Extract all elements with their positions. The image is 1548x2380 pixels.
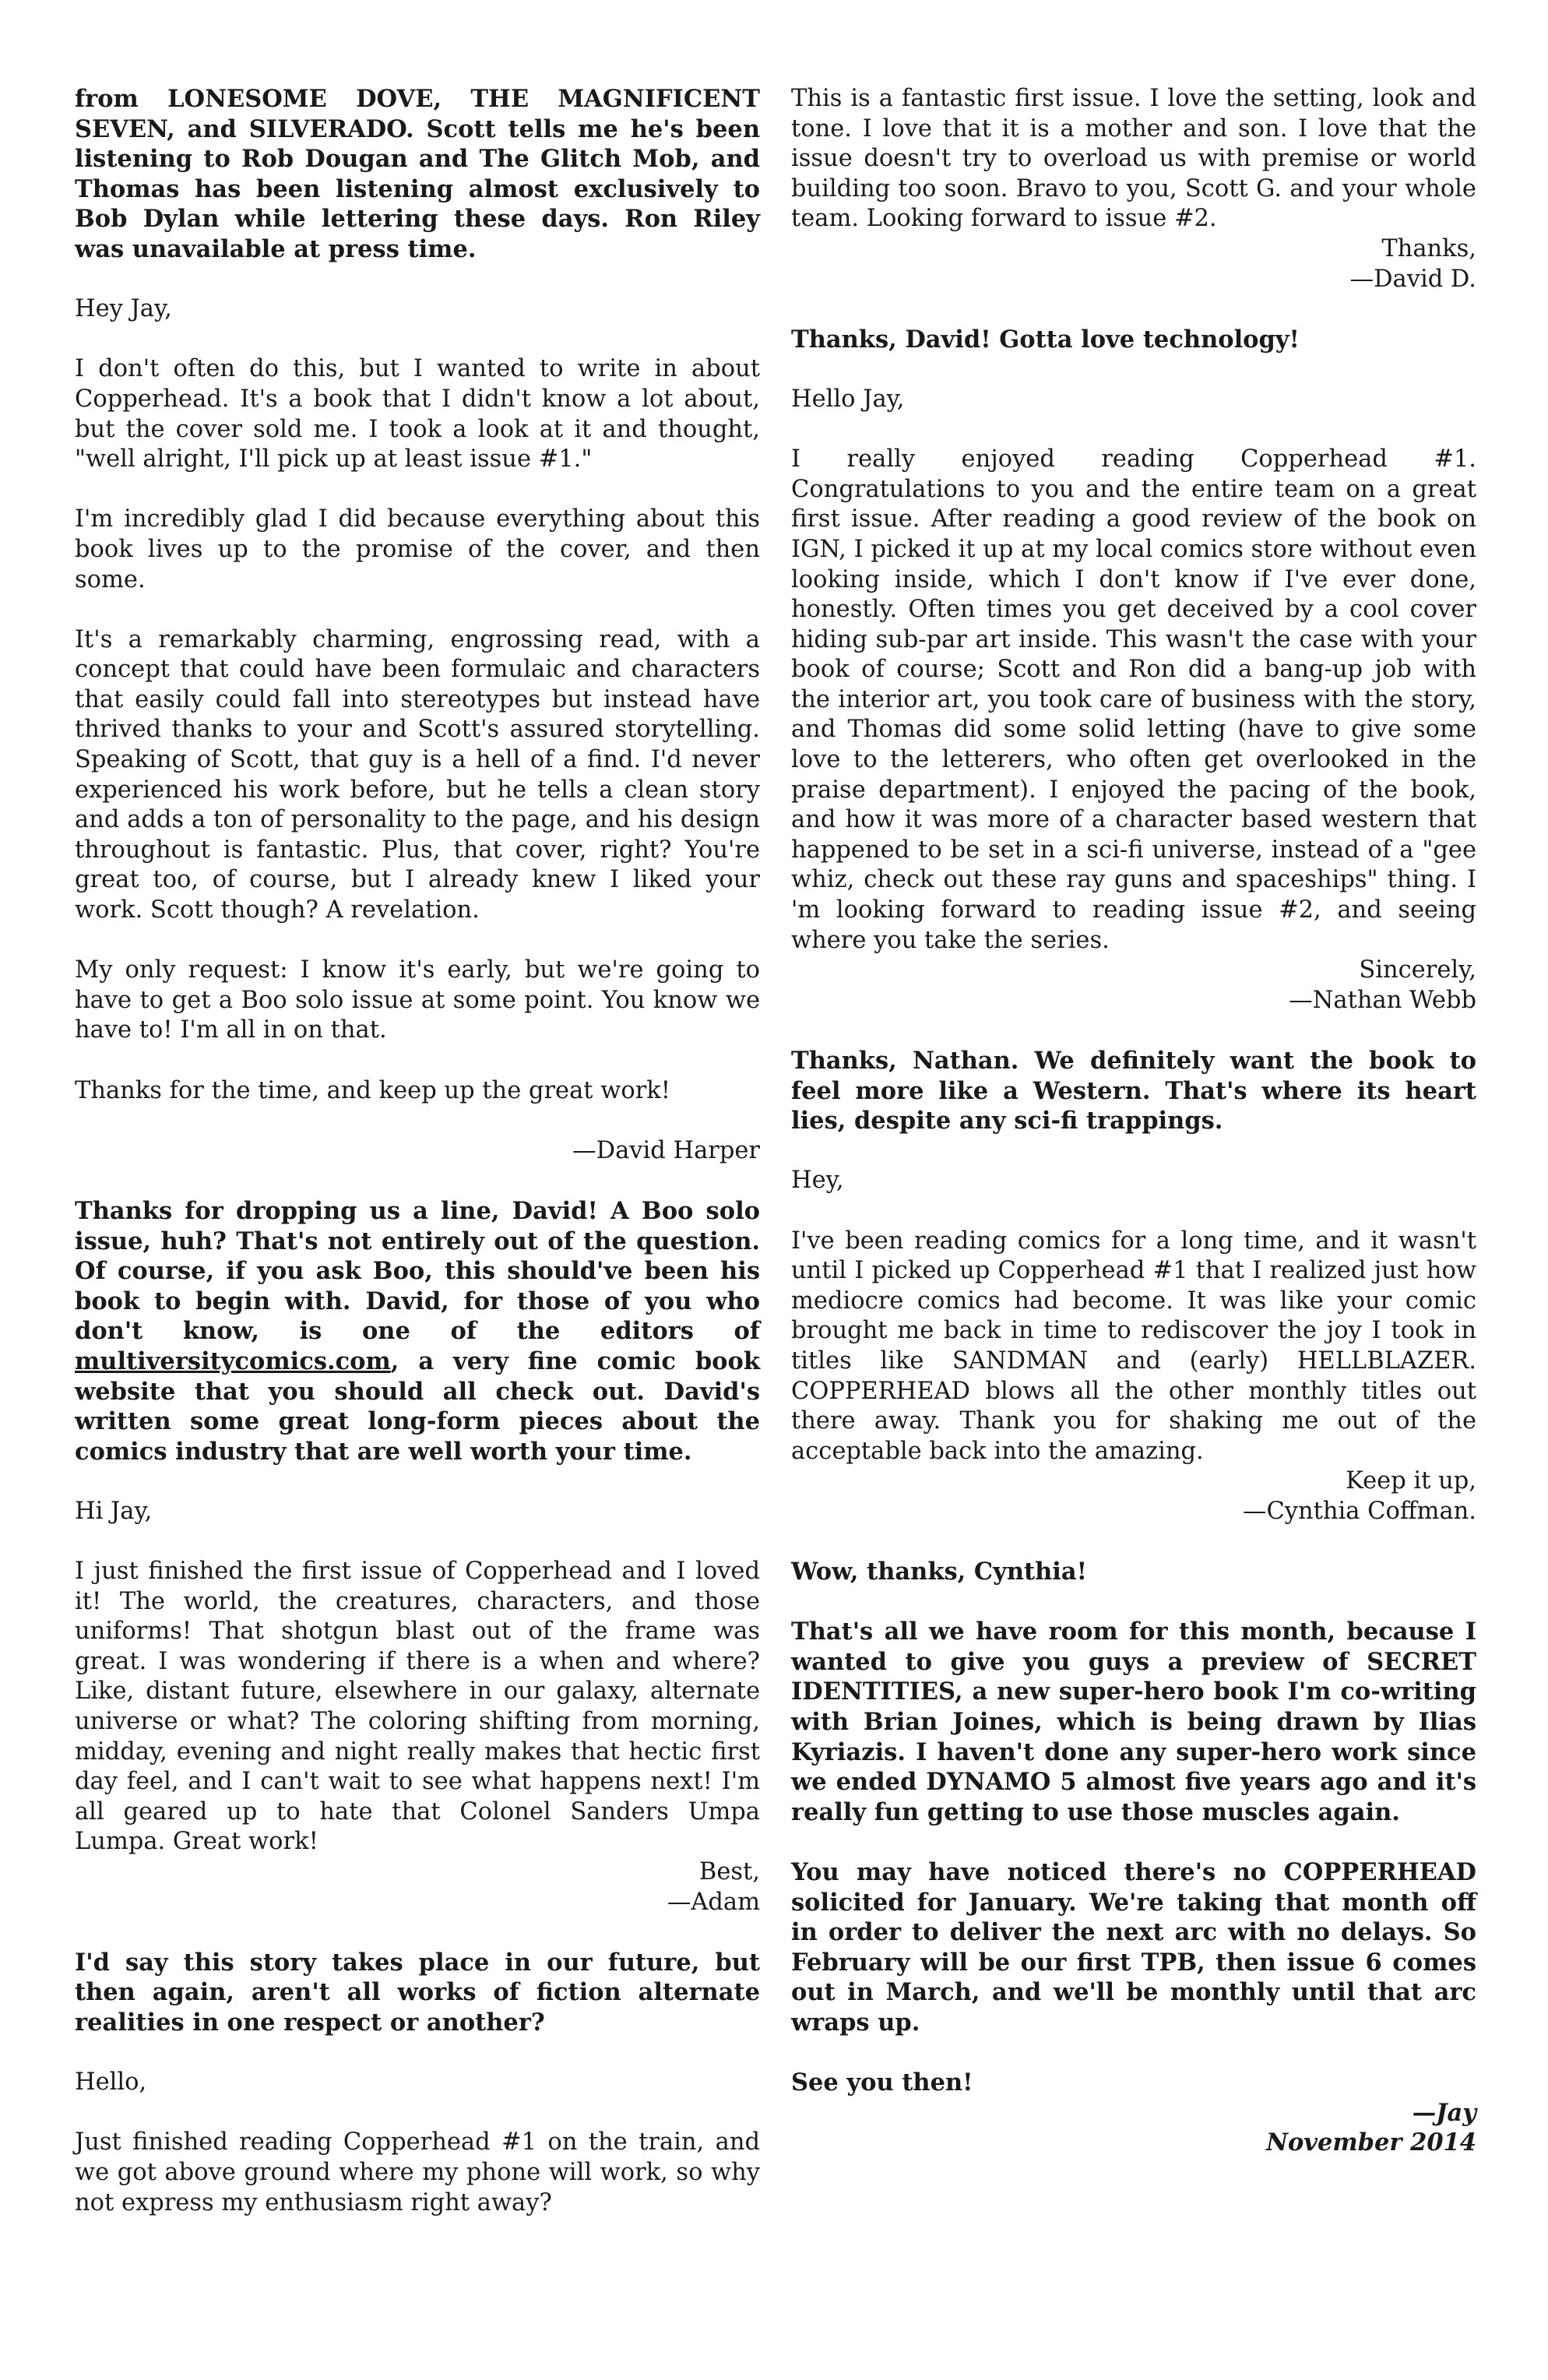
editor-note: That's all we have room for this month, because I wanted to give you guys a preview of SECRET IDENTITIES, a new super-hero book I'm co-writing with Brian Joines, which is being drawn by Ilias Kyriazis. I haven't done any super-hero work since we ended DYNAMO 5 almost five years ago and it's really fun getting to use those muscles again.: [791, 1618, 1476, 1826]
editor-reply: Wow, thanks, Cynthia!: [791, 1558, 1088, 1586]
letter-paragraph: I've been reading comics for a long time, and it wasn't until I picked up Copperhead #1 that I realized just how mediocre comics had become. It was like your comic brought me back in time to rediscover the joy I took in titles like SANDMAN and (early) HELLBLAZER. COPPERHEAD blows all the other monthly titles out there away. Thank you for shaking me out of the acceptable back into the amazing.: [791, 1227, 1476, 1465]
editor-reply: Thanks, Nathan. We definitely want the book to feel more like a Western. That's where its heart lies, despite any sci-fi trappings.: [791, 1047, 1476, 1135]
editor-reply: Thanks, David! Gotta love technology!: [791, 325, 1300, 354]
letter-greeting: Hi Jay,: [75, 1497, 153, 1525]
website-link[interactable]: multiversitycomics.com: [75, 1347, 391, 1375]
letter-closing: Keep it up,: [1346, 1467, 1476, 1495]
left-column: [75, 84, 760, 2218]
letter-signature: —Adam: [667, 1888, 760, 1916]
letter-closing: Best,: [698, 1858, 760, 1886]
letter-closing: Thanks,: [1381, 234, 1476, 262]
editor-reply-intro: from LONESOME DOVE, THE MAGNIFICENT SEVEN, and SILVERADO. Scott tells me he's been listening to Rob Dougan and The Glitch Mob, and Thomas has been listening almost exclusively to Bob Dylan while lettering these days. Ron Riley was unavailable at press time.: [75, 85, 760, 263]
editor-signature: —Jay: [1412, 2098, 1476, 2127]
editor-reply-text: , a very fine comic book website that you should all check out. David's written some great long-form pieces about the comics industry that are well worth your time.: [75, 1347, 760, 1466]
letter-paragraph: Just finished reading Copperhead #1 on the train, and we got above ground where my phone will work, so why not express my enthusiasm right away?: [75, 2128, 760, 2216]
letter-paragraph: I just finished the first issue of Copperhead and I loved it! The world, the creatures, characters, and those uniforms! That shotgun blast out of the frame was great. I was wondering if there is a when and where? Like, distant future, elsewhere in our galaxy, alternate universe or what? The coloring shifting from morning, midday, evening and night really makes that hectic first day feel, and I can't wait to see what happens next! I'm all geared up to hate that Colonel Sanders Umpa Lumpa. Great work!: [75, 1558, 760, 1856]
letter-paragraph: My only request: I know it's early, but we're going to have to get a Boo solo issue at some point. You know we have to! I'm all in on that.: [75, 956, 760, 1044]
letter-greeting: Hey,: [791, 1167, 844, 1195]
issue-date: November 2014: [1266, 2128, 1476, 2157]
right-column: [791, 84, 1476, 2158]
letter-signature: —Cynthia Coffman.: [1242, 1497, 1476, 1525]
letter-paragraph: I'm incredibly glad I did because everything about this book lives up to the promise of the cover, and then some.: [75, 505, 760, 593]
letter-signature: —David Harper: [572, 1136, 760, 1164]
letter-signature: —David D.: [1349, 265, 1476, 293]
editor-reply-text: Thanks for dropping us a line, David! A Boo solo issue, huh? That's not entirely out of the question. Of course, if you ask Boo, this should've been his book to begin with. David, for those of you who don't know, is one of the editors of: [75, 1196, 760, 1346]
editor-reply: I'd say this story takes place in our future, but then again, aren't all works of fiction alternate realities in one respect or another?: [75, 1948, 760, 2037]
letter-paragraph: It's a remarkably charming, engrossing read, with a concept that could have been formulaic and characters that easily could fall into stereotypes but instead have thrived thanks to your and Scott's assured storytelling. Speaking of Scott, that guy is a hell of a find. I'd never experienced his work before, but he tells a clean story and adds a ton of personality to the page, and his design throughout is fantastic. Plus, that cover, right? You're great too, of course, but I already knew I liked your work. Scott though? A revelation.: [75, 625, 760, 924]
letter-paragraph: I really enjoyed reading Copperhead #1. Congratulations to you and the entire team on a great first issue. After reading a good review of the book on IGN, I picked it up at my local comics store without even looking inside, which I don't know if I've ever done, honestly. Often times you get deceived by a cool cover hiding sub-par art inside. This wasn't the case with your book of course; Scott and Ron did a bang-up job with the interior art, you took care of business with the story, and Thomas did some solid letting (have to give some love to the letterers, who often get overlooked in the praise department). I enjoyed the pacing of the book, and how it was more of a character based western that happened to be set in a sci-fi universe, instead of a "gee whiz, check out these ray guns and spaceships" thing. I 'm looking forward to reading issue #2, and seeing where you take the series.: [791, 445, 1476, 954]
letter-greeting: Hello,: [75, 2068, 147, 2097]
letter-greeting: Hey Jay,: [75, 295, 172, 323]
editor-reply: [75, 1196, 760, 1466]
editor-sign-off: See you then!: [791, 2068, 973, 2097]
editor-note: You may have noticed there's no COPPERHEAD solicited for January. We're taking that month off in order to deliver the next arc with no delays. So February will be our first TPB, then issue 6 comes out in March, and we'll be monthly until that arc wraps up.: [791, 1858, 1476, 2037]
letter-paragraph: Thanks for the time, and keep up the great work!: [75, 1076, 671, 1104]
letter-paragraph: I don't often do this, but I wanted to write in about Copperhead. It's a book that I didn't know a lot about, but the cover sold me. I took a look at it and thought, "well alright, I'll pick up at least issue #1.": [75, 355, 760, 474]
letter-greeting: Hello Jay,: [791, 385, 905, 413]
letter-paragraph: This is a fantastic first issue. I love the setting, look and tone. I love that it is a mother and son. I love that the issue doesn't try to overload us with premise or world building too soon. Bravo to you, Scott G. and your whole team. Looking forward to issue #2.: [791, 85, 1476, 233]
letter-signature: —Nathan Webb: [1289, 986, 1476, 1014]
letter-closing: Sincerely,: [1359, 956, 1476, 984]
